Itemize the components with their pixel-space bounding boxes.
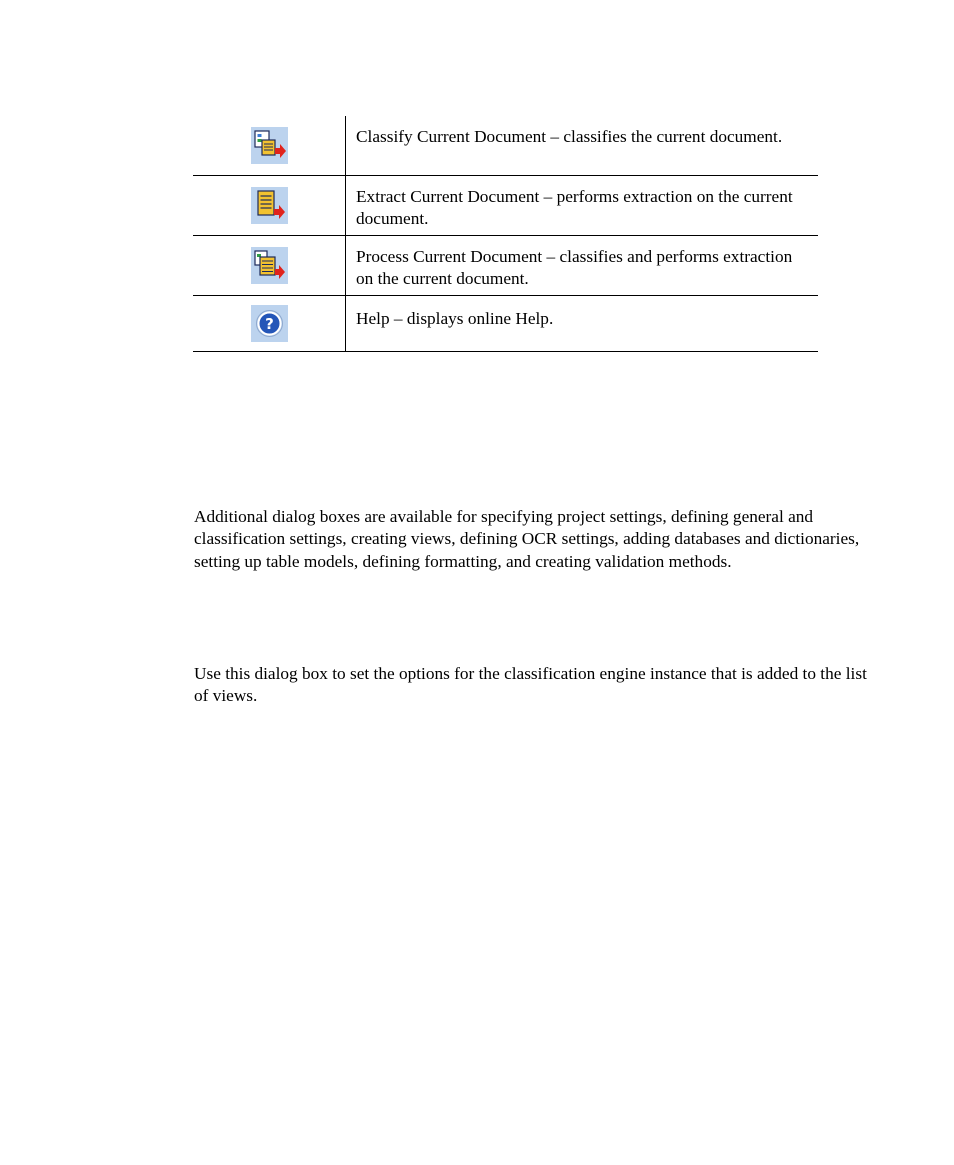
table-row <box>193 235 818 295</box>
icon-description: Help – displays online Help. <box>356 308 554 328</box>
icon-cell <box>193 235 346 295</box>
table-row <box>193 116 818 175</box>
table-row <box>193 295 818 351</box>
icon-cell <box>193 175 346 235</box>
icon-cell <box>193 295 346 351</box>
svg-text:?: ? <box>264 314 274 333</box>
icon-description: Extract Current Document – performs extraction on the current document. <box>356 186 793 228</box>
dialog-boxes-paragraph: Additional dialog boxes are available for specifying project settings, defining general and classification settings, creating views, defining OCR settings, adding databases and dictionaries, setting up table models, defining formatting, and creating validation methods. <box>194 507 860 571</box>
icon-description: Classify Current Document – classifies the current document. <box>356 127 783 146</box>
help-icon <box>251 305 288 342</box>
icon-cell <box>193 116 346 175</box>
icon-description: Process Current Document – classifies and performs extraction on the current document. <box>356 246 793 288</box>
classification-dialog-paragraph: Use this dialog box to set the options for the classification engine instance that is added to the list of views. <box>194 664 867 706</box>
process-document-icon <box>251 247 288 284</box>
table-row <box>193 175 818 235</box>
toolbar-icon-table <box>193 116 818 352</box>
classify-document-icon <box>251 127 288 164</box>
extract-document-icon <box>251 187 288 224</box>
